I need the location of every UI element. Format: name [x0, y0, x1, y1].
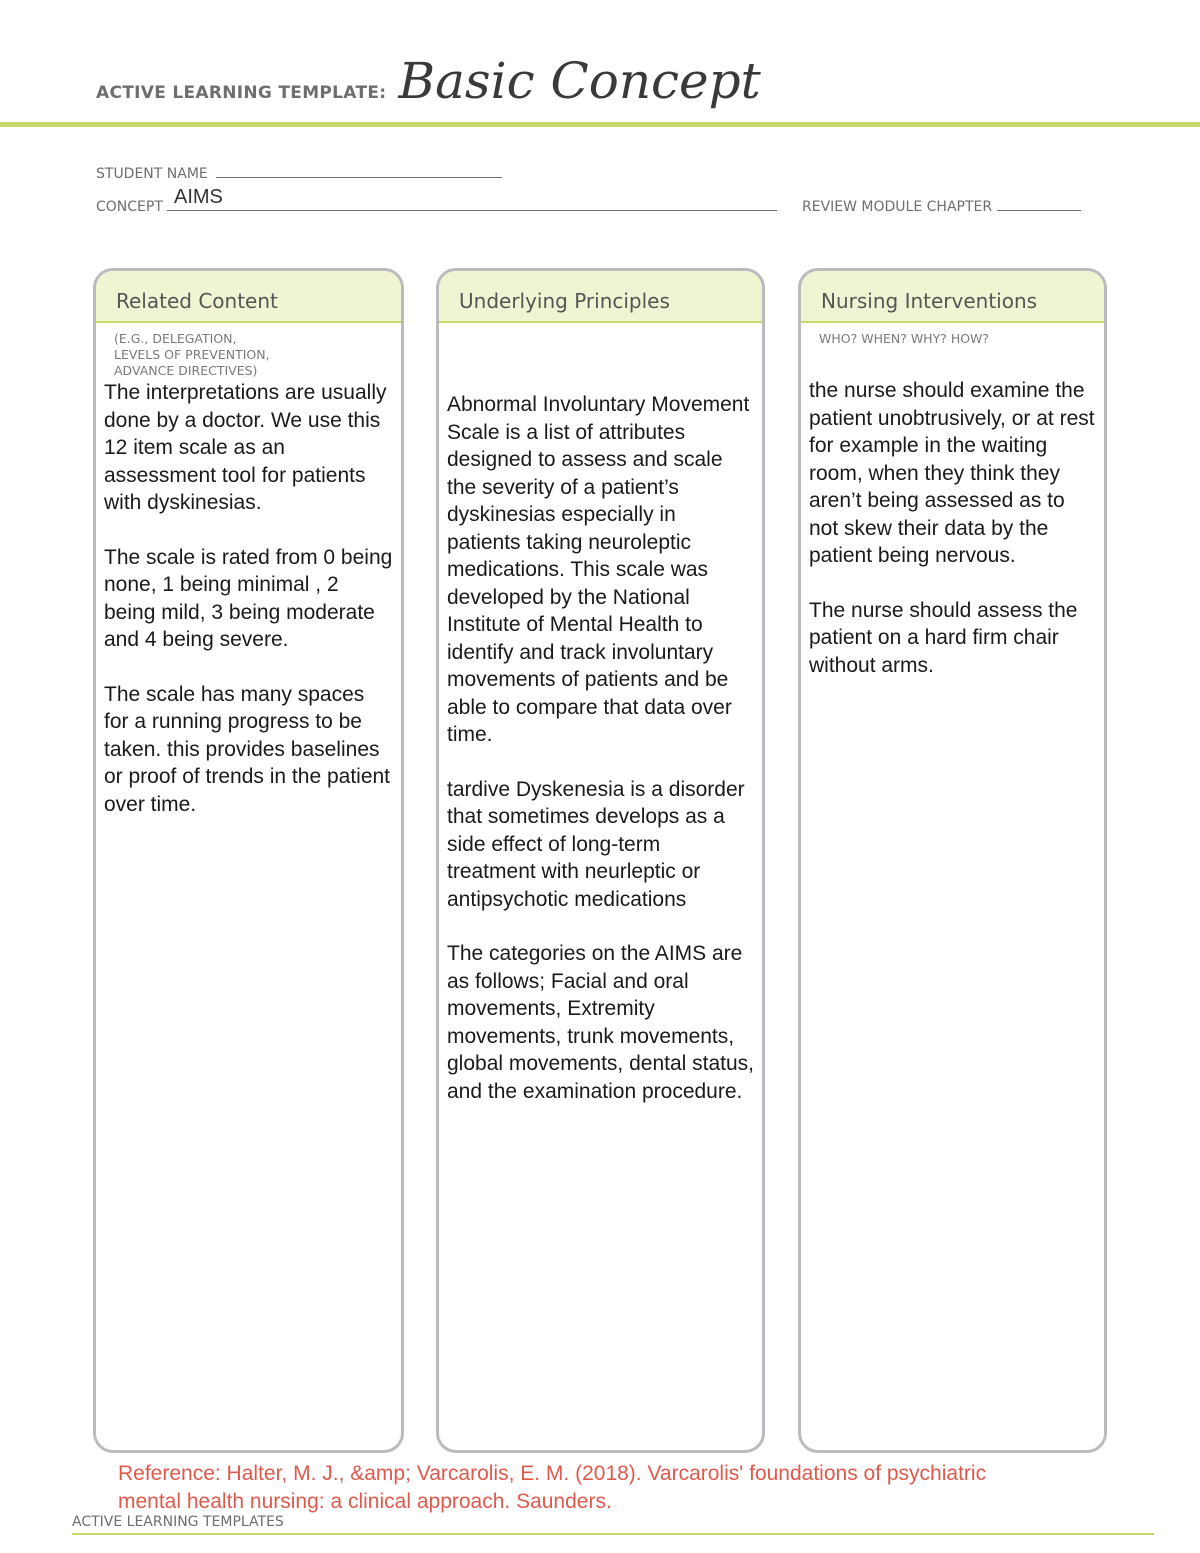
column-body[interactable] [96, 379, 401, 818]
template-label: ACTIVE LEARNING TEMPLATE: [96, 83, 387, 103]
column-subtitle: (E.G., DELEGATION, LEVELS OF PREVENTION, ADVANCE DIRECTIVES) [114, 331, 270, 378]
reference-citation: Reference: Halter, M. J., &amp; Varcarolis, E. M. (2018). Varcarolis' foundations of psychiatric mental health nursing: a clinical approach. Saunders. [118, 1462, 987, 1513]
paragraph: The nurse should assess the patient on a hard firm chair without arms. [809, 598, 1078, 677]
column-nursing-interventions [798, 268, 1107, 1453]
paragraph: The categories on the AIMS are as follows; Facial and oral movements, Extremity movements, trunk movements, global movements, dental status, and the examination procedure. [447, 942, 755, 1103]
header-divider [0, 122, 1200, 127]
column-title: Underlying Principles [459, 289, 670, 313]
column-body[interactable] [439, 323, 762, 1105]
review-module-line [997, 198, 1081, 211]
template-header [96, 52, 761, 110]
footer-label: ACTIVE LEARNING TEMPLATES [72, 1514, 284, 1530]
column-header [439, 271, 762, 323]
paragraph: The interpretations are usually done by a doctor. We use this 12 item scale as an assessment tool for patients with dyskinesias. [104, 381, 387, 514]
paragraph: The scale has many spaces for a running progress to be taken. this provides baselines or proof of trends in the patient over time. [104, 682, 391, 816]
column-title: Related Content [116, 289, 278, 313]
paragraph: the nurse should examine the patient unobtrusively, or at rest for example in the waiting room, when they think they aren’t being assessed as to not skew their data by the patient being nervous. [809, 379, 1095, 567]
footer-divider [72, 1533, 1154, 1535]
column-header [96, 271, 401, 323]
template-title: Basic Concept [398, 52, 761, 110]
paragraph: Abnormal Involuntary Movement Scale is a list of attributes designed to assess and scale the severity of a patient’s dyskinesias especially in patients taking neuroleptic medications. This scale was developed by the National Institute of Mental Health to identify and track involuntary movements of patients and be able to compare that data over time. [447, 393, 750, 746]
review-module-field[interactable] [802, 198, 1081, 215]
concept-value: AIMS [174, 186, 223, 208]
paragraph: tardive Dyskenesia is a disorder that sometimes develops as a side effect of long-term treatment with neurleptic or antipsychotic medications [447, 777, 745, 911]
paragraph: The scale is rated from 0 being none, 1 being minimal , 2 being mild, 3 being moderate and 4 being severe. [104, 545, 393, 651]
student-name-field[interactable] [96, 165, 502, 182]
student-name-line [216, 165, 502, 178]
column-underlying-principles [436, 268, 765, 1453]
student-name-label: STUDENT NAME [96, 166, 208, 182]
review-module-label: REVIEW MODULE CHAPTER [802, 199, 993, 215]
column-related-content [93, 268, 404, 1453]
concept-label: CONCEPT [96, 199, 163, 215]
concept-line [167, 198, 777, 211]
column-body[interactable] [801, 377, 1104, 679]
column-title: Nursing Interventions [821, 289, 1038, 313]
column-header [801, 271, 1104, 323]
column-subtitle: WHO? WHEN? WHY? HOW? [819, 331, 990, 346]
